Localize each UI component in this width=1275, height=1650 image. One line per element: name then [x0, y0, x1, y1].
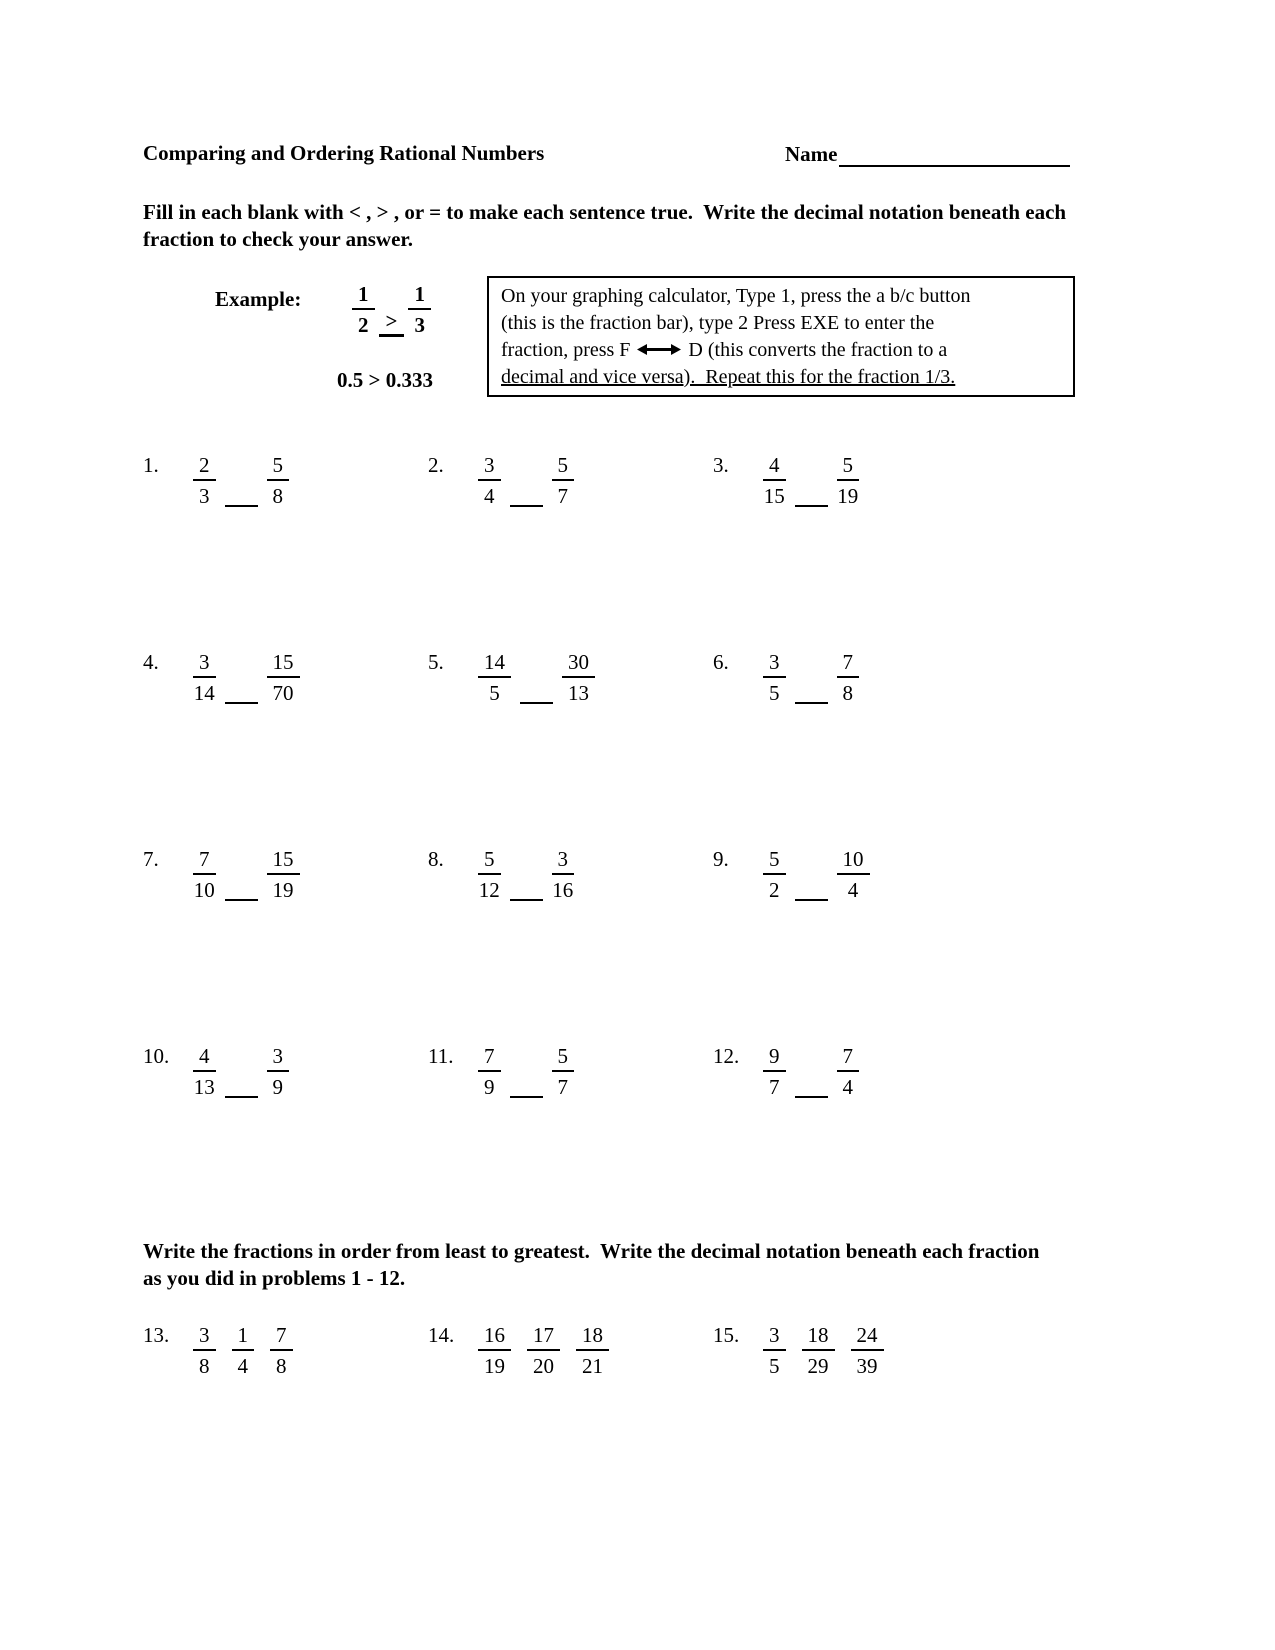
comparison-blank: [520, 702, 553, 704]
fraction: [267, 452, 290, 509]
calc-box-line: (this is the fraction bar), type 2 Press EXE to enter the: [501, 312, 935, 334]
fraction-numerator: 7: [837, 1043, 860, 1072]
fraction-numerator: 3: [552, 846, 575, 875]
fraction-numerator: 24: [851, 1322, 884, 1351]
problem-12: [713, 1043, 998, 1100]
problem-number: 4.: [143, 650, 159, 674]
comparison-blank: [510, 505, 543, 507]
fraction: [552, 452, 575, 509]
fraction: [527, 1322, 560, 1379]
fraction-denominator: 19: [484, 1354, 505, 1378]
problem-2: [428, 452, 713, 509]
calc-box-text: fraction, press F: [501, 339, 631, 361]
problem-number: 10.: [143, 1044, 170, 1068]
fraction: [802, 1322, 835, 1379]
problem-14: [428, 1322, 713, 1379]
fraction-denominator: 4: [484, 484, 495, 508]
fraction-denominator: 4: [847, 878, 859, 902]
problem-number: 11.: [428, 1044, 454, 1068]
problem-4: [143, 649, 428, 706]
fraction-denominator: 29: [807, 1354, 829, 1378]
comparison-blank: [225, 1096, 258, 1098]
fraction: [232, 1322, 255, 1379]
fraction-numerator: 3: [193, 1322, 216, 1351]
fraction-denominator: 8: [276, 1354, 287, 1378]
fraction: [763, 846, 786, 903]
fraction-numerator: 30: [562, 649, 595, 678]
fraction: [763, 649, 786, 706]
fraction-numerator: 4: [763, 452, 786, 481]
double-arrow-icon: [637, 343, 681, 356]
fraction-denominator: 2: [769, 878, 780, 902]
fraction: [552, 1043, 575, 1100]
fraction: [837, 649, 860, 706]
fraction-numerator: 3: [478, 452, 501, 481]
fraction-numerator: 5: [267, 452, 290, 481]
example-fraction-1: [352, 281, 375, 338]
fraction-numerator: 7: [193, 846, 216, 875]
comparison-blank: [225, 702, 258, 704]
fraction: [763, 1322, 786, 1379]
fraction-denominator: 19: [272, 878, 294, 902]
example-fraction-2: [408, 281, 431, 338]
section-2-instructions: Write the fractions in order from least to greatest. Write the decimal notation beneath each fraction as you did in problems 1 - 12.: [143, 1239, 1040, 1290]
fraction: [270, 1322, 293, 1379]
fraction-denominator: 19: [837, 484, 859, 508]
problem-number: 6.: [713, 650, 729, 674]
example-comparison-answer: >: [379, 308, 405, 337]
fraction: [851, 1322, 884, 1379]
fraction-denominator: 7: [557, 484, 568, 508]
fraction-numerator: 2: [193, 452, 216, 481]
comparison-blank: [510, 1096, 543, 1098]
comparison-blank: [795, 899, 828, 901]
fraction-numerator: 3: [193, 649, 216, 678]
problem-13: [143, 1322, 428, 1379]
problem-number: 7.: [143, 847, 159, 871]
fraction-denominator: 10: [193, 878, 215, 902]
fraction: [193, 1043, 216, 1100]
problem-10: [143, 1043, 428, 1100]
fraction-denominator: 13: [568, 681, 589, 705]
fraction-denominator: 9: [272, 1075, 283, 1099]
problem-number: 14.: [428, 1323, 455, 1347]
example-comparison: [352, 281, 431, 338]
fraction-denominator: 4: [237, 1354, 248, 1378]
fraction: [478, 1043, 501, 1100]
fraction-numerator: 18: [802, 1322, 835, 1351]
fraction: [478, 1322, 511, 1379]
fraction-numerator: 18: [576, 1322, 609, 1351]
fraction-denominator: 15: [763, 484, 785, 508]
fraction-denominator: 14: [193, 681, 215, 705]
problem-7: [143, 846, 428, 903]
problems-row-3: [143, 846, 1093, 903]
problem-number: 13.: [143, 1323, 170, 1347]
fraction-numerator: 3: [763, 1322, 786, 1351]
fraction-denominator: 12: [478, 878, 500, 902]
fraction-numerator: 5: [837, 452, 860, 481]
fraction-denominator: 5: [769, 1354, 780, 1378]
problem-8: [428, 846, 713, 903]
fraction-denominator: 8: [199, 1354, 210, 1378]
fraction-denominator: 20: [533, 1354, 554, 1378]
page-title: Comparing and Ordering Rational Numbers: [143, 141, 545, 165]
fraction: [478, 452, 501, 509]
problem-number: 5.: [428, 650, 444, 674]
fraction: [562, 649, 595, 706]
fraction-numerator: 4: [193, 1043, 216, 1072]
fraction: [193, 1322, 216, 1379]
fraction-denominator: 3: [199, 484, 210, 508]
fraction-denominator: 4: [842, 1075, 853, 1099]
fraction: [267, 846, 300, 903]
fraction-numerator: 10: [837, 846, 870, 875]
fraction: [552, 846, 575, 903]
fraction-numerator: 7: [837, 649, 860, 678]
comparison-blank: [510, 899, 543, 901]
fraction-denominator: 5: [489, 681, 500, 705]
fraction-denominator: 8: [842, 681, 853, 705]
calculator-instructions-box: [487, 276, 1075, 397]
example-decimal-check: 0.5 > 0.333: [337, 368, 433, 392]
fraction-denominator: 3: [414, 313, 425, 337]
fraction: [267, 649, 300, 706]
calc-box-text: D (this converts the fraction to a: [688, 339, 948, 361]
fraction-numerator: 5: [763, 846, 786, 875]
problem-3: [713, 452, 998, 509]
problem-number: 9.: [713, 847, 729, 871]
fraction-denominator: 39: [856, 1354, 878, 1378]
comparison-blank: [225, 505, 258, 507]
problem-number: 15.: [713, 1323, 740, 1347]
fraction: [478, 649, 511, 706]
name-field: [785, 141, 1070, 167]
fraction-numerator: 1: [232, 1322, 255, 1351]
name-label: Name: [785, 142, 838, 166]
fraction-denominator: 2: [358, 313, 369, 337]
comparison-blank: [225, 899, 258, 901]
comparison-blank: [795, 1096, 828, 1098]
fraction-numerator: 16: [478, 1322, 511, 1351]
fraction-denominator: 21: [582, 1354, 603, 1378]
fraction-numerator: 7: [270, 1322, 293, 1351]
fraction: [837, 1043, 860, 1100]
problem-6: [713, 649, 998, 706]
fraction-numerator: 3: [763, 649, 786, 678]
fraction: [576, 1322, 609, 1379]
fraction-denominator: 5: [769, 681, 780, 705]
fraction-numerator: 5: [478, 846, 501, 875]
fraction-denominator: 13: [193, 1075, 215, 1099]
fraction-numerator: 14: [478, 649, 511, 678]
name-blank-line: [839, 141, 1070, 167]
calc-box-line: [501, 337, 1061, 364]
fraction: [763, 1043, 786, 1100]
calc-box-line: On your graphing calculator, Type 1, press the a b/c button: [501, 285, 971, 307]
fraction-numerator: 15: [267, 846, 300, 875]
section-1-instructions: Fill in each blank with < , > , or = to make each sentence true. Write the decimal notation beneath each fraction to check your answer.: [143, 200, 1067, 251]
fraction-denominator: 8: [272, 484, 283, 508]
fraction: [193, 649, 216, 706]
fraction-numerator: 1: [352, 281, 375, 310]
fraction-denominator: 16: [552, 878, 574, 902]
problem-5: [428, 649, 713, 706]
fraction-numerator: 3: [267, 1043, 290, 1072]
fraction-denominator: 7: [769, 1075, 780, 1099]
example-label: Example:: [215, 287, 302, 311]
fraction-numerator: 15: [267, 649, 300, 678]
fraction: [837, 452, 860, 509]
problems-row-1: [143, 452, 1093, 509]
fraction-denominator: 70: [272, 681, 294, 705]
comparison-blank: [795, 505, 828, 507]
fraction-numerator: 9: [763, 1043, 786, 1072]
problem-number: 8.: [428, 847, 444, 871]
fraction: [837, 846, 870, 903]
problem-1: [143, 452, 428, 509]
fraction-numerator: 17: [527, 1322, 560, 1351]
problem-number: 3.: [713, 453, 729, 477]
problem-11: [428, 1043, 713, 1100]
fraction: [478, 846, 501, 903]
fraction-numerator: 7: [478, 1043, 501, 1072]
problem-9: [713, 846, 998, 903]
fraction: [267, 1043, 290, 1100]
problem-number: 2.: [428, 453, 444, 477]
problem-number: 1.: [143, 453, 159, 477]
comparison-blank: [795, 702, 828, 704]
problems-row-5: [143, 1322, 1093, 1379]
calc-box-line: decimal and vice versa). Repeat this for the fraction 1/3.: [501, 366, 956, 388]
problem-number: 12.: [713, 1044, 740, 1068]
fraction-numerator: 1: [408, 281, 431, 310]
fraction-denominator: 9: [484, 1075, 495, 1099]
problems-row-4: [143, 1043, 1093, 1100]
fraction-denominator: 7: [557, 1075, 568, 1099]
fraction: [193, 846, 216, 903]
problem-15: [713, 1322, 998, 1379]
fraction: [763, 452, 786, 509]
fraction-numerator: 5: [552, 1043, 575, 1072]
fraction: [193, 452, 216, 509]
fraction-numerator: 5: [552, 452, 575, 481]
problems-row-2: [143, 649, 1093, 706]
